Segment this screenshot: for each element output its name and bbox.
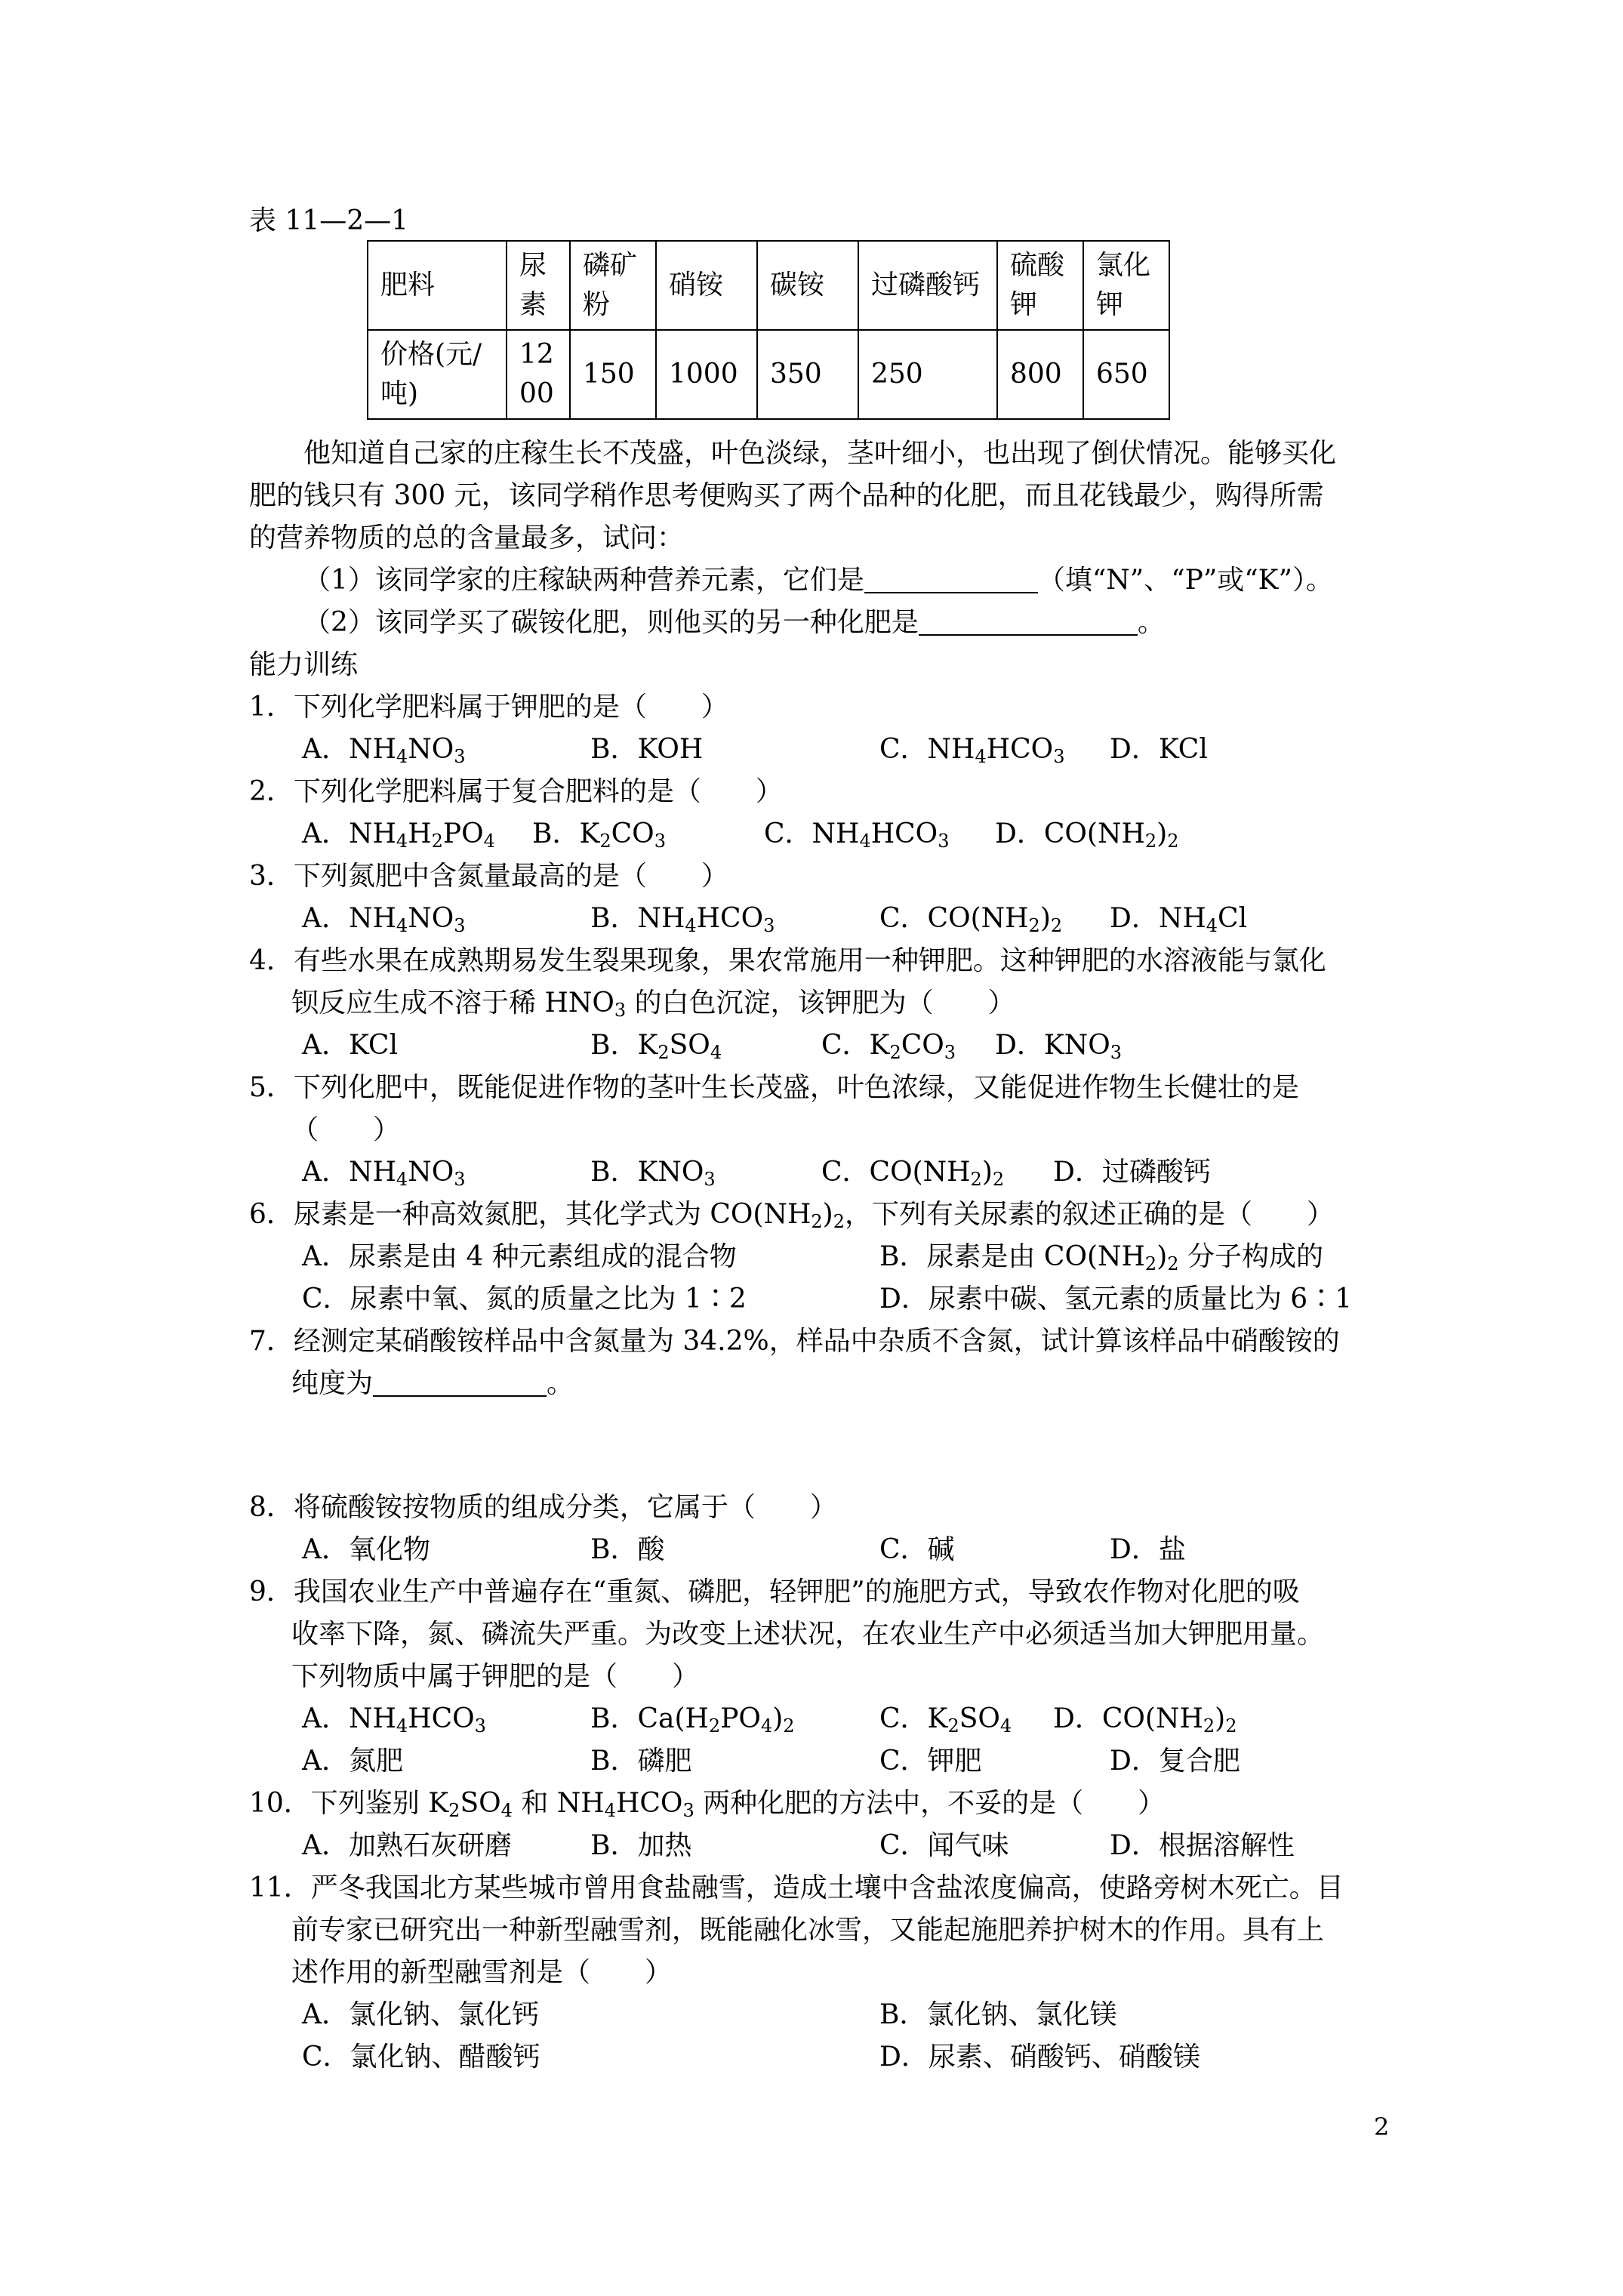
option: B．$K_2SO_4$	[590, 1030, 722, 1063]
option: A．KCl	[302, 1030, 398, 1061]
option: B．氯化钠、氯化镁	[879, 1999, 1117, 2030]
option: B．磷肥	[590, 1746, 692, 1777]
intro-line: 的营养物质的总的含量最多，试问：	[249, 522, 685, 553]
table-row	[368, 330, 1169, 419]
table-cell: 肥料	[368, 241, 507, 330]
option: B．KOH	[590, 734, 704, 765]
option: D．KCl	[1110, 734, 1208, 765]
intro-line: 他知道自己家的庄稼生长不茂盛，叶色淡绿，茎叶细小，也出现了倒伏情况。能够买化	[303, 438, 1337, 469]
sub-question-2: （2）该同学买了碳铵化肥，则他买的另一种化肥是 。	[303, 604, 1165, 642]
fertilizer-price-table	[367, 240, 1170, 420]
section-title: 能力训练	[249, 649, 359, 680]
option: A．$NH_4HCO_3$	[302, 1703, 486, 1737]
option: B．$K_2CO_3$	[532, 818, 666, 852]
question-9-line: 收率下降，氮、磷流失严重。为改变上述状况，在农业生产中必须适当加大钾肥用量。	[291, 1619, 1325, 1650]
question-6: 6．尿素是一种高效氮肥，其化学式为 $CO(NH_2)_2$，下列有关尿素的叙述正确的是（ ）	[249, 1199, 1334, 1232]
option: C．$CO(NH_2)_2$	[821, 1157, 1005, 1190]
question-5-line: （ ）	[291, 1114, 401, 1145]
table-cell: 150	[570, 330, 656, 419]
option: D．尿素、硝酸钙、硝酸镁	[879, 2042, 1200, 2073]
option: D．过磷酸钙	[1053, 1157, 1211, 1188]
option: C．钾肥	[879, 1746, 982, 1777]
table-cell: 价格(元/吨)	[368, 330, 507, 419]
option: C．碱	[879, 1534, 955, 1565]
table-cell: 1000	[656, 330, 757, 419]
option: C．$K_2SO_4$	[879, 1703, 1012, 1737]
table-cell: 250	[858, 330, 997, 419]
answer-blank[interactable]	[373, 1365, 547, 1397]
option: B．酸	[590, 1534, 665, 1565]
option: D．$NH_4Cl$	[1110, 903, 1248, 936]
table-cell: 硝铵	[656, 241, 757, 330]
option: C．尿素中氧、氮的质量之比为 1∶2	[302, 1284, 747, 1314]
option: C．$K_2CO_3$	[821, 1030, 956, 1063]
table-cell: 磷矿粉	[570, 241, 656, 330]
option: C．氯化钠、醋酸钙	[302, 2042, 540, 2073]
option: A．氧化物	[302, 1534, 430, 1565]
table-cell: 硫酸钾	[997, 241, 1083, 330]
question-11-line: 11．严冬我国北方某些城市曾用食盐融雪，造成土壤中含盐浓度偏高，使路旁树木死亡。目	[249, 1872, 1344, 1903]
option: C．闻气味	[879, 1830, 1009, 1861]
table-cell: 碳铵	[757, 241, 858, 330]
question-2: 2．下列化学肥料属于复合肥料的是（ ）	[249, 776, 783, 807]
table-cell: 尿素	[507, 241, 570, 330]
option: A．$NH_4NO_3$	[302, 734, 466, 767]
question-3: 3．下列氮肥中含氮量最高的是（ ）	[249, 861, 728, 892]
question-8: 8．将硫酸铵按物质的组成分类，它属于（ ）	[249, 1492, 837, 1523]
table-cell: 1200	[507, 330, 570, 419]
table-header-row	[368, 241, 1169, 330]
option: A．$NH_4NO_3$	[302, 903, 466, 936]
sub-question-1: （1）该同学家的庄稼缺两种营养元素，它们是 （填“N”、“P”或“K”）。	[303, 562, 1333, 599]
question-7-line: 7．经测定某硝酸铵样品中含氮量为 34.2%，样品中杂质不含氮，试计算该样品中硝酸铵的	[249, 1326, 1340, 1357]
question-9-line: 9．我国农业生产中普遍存在“重氮、磷肥，轻钾肥”的施肥方式，导致农作物对化肥的吸	[249, 1576, 1300, 1607]
answer-blank[interactable]	[864, 562, 1038, 593]
question-11-line: 述作用的新型融雪剂是（ ）	[291, 1957, 673, 1988]
option: A．氮肥	[302, 1746, 403, 1777]
table-cell: 650	[1083, 330, 1169, 419]
option: B．$KNO_3$	[590, 1157, 716, 1190]
option: B．尿素是由 $CO(NH_2)_2$ 分子构成的	[879, 1241, 1323, 1274]
answer-blank[interactable]	[919, 604, 1138, 636]
option: A．加熟石灰研磨	[302, 1830, 512, 1861]
option: A．氯化钠、氯化钙	[302, 1999, 539, 2030]
option: C．$NH_4HCO_3$	[879, 734, 1065, 767]
table-cell: 氯化钾	[1083, 241, 1169, 330]
option: C．$NH_4HCO_3$	[764, 818, 950, 852]
table-cell: 800	[997, 330, 1083, 419]
option: D．$KNO_3$	[995, 1030, 1123, 1063]
table-cell: 350	[757, 330, 858, 419]
table-caption: 表 11—2—1	[249, 205, 409, 236]
intro-line: 肥的钱只有 300 元，该同学稍作思考便购买了两个品种的化肥，而且花钱最少，购得所需	[249, 480, 1324, 511]
option: A．$NH_4NO_3$	[302, 1157, 466, 1190]
option: D．$CO(NH_2)_2$	[995, 818, 1179, 852]
option: C．$CO(NH_2)_2$	[879, 903, 1063, 936]
question-5-line: 5．下列化肥中，既能促进作物的茎叶生长茂盛，叶色浓绿，又能促进作物生长健壮的是	[249, 1072, 1299, 1103]
option: A．$NH_4H_2PO_4$	[302, 818, 495, 852]
option: D．尿素中碳、氢元素的质量比为 6∶1	[879, 1284, 1353, 1314]
option: B．$Ca(H_2PO_4)_2$	[590, 1703, 795, 1737]
question-11-line: 前专家已研究出一种新型融雪剂，既能融化冰雪，又能起施肥养护树木的作用。具有上	[291, 1915, 1325, 1946]
question-10: 10．下列鉴别 $K_2SO_4$ 和 $NH_4HCO_3$ 两种化肥的方法中，不妥的是（ ）	[249, 1788, 1166, 1821]
table-cell: 过磷酸钙	[858, 241, 997, 330]
question-1: 1．下列化学肥料属于钾肥的是（ ）	[249, 692, 728, 723]
option: A．尿素是由 4 种元素组成的混合物	[302, 1241, 737, 1272]
question-4-line: 钡反应生成不溶于稀 $HNO_3$ 的白色沉淀，该钾肥为（ ）	[291, 988, 1015, 1021]
option: B．$NH_4HCO_3$	[590, 903, 775, 936]
option: D．盐	[1110, 1534, 1186, 1565]
question-4-line: 4．有些水果在成熟期易发生裂果现象，果农常施用一种钾肥。这种钾肥的水溶液能与氯化	[249, 945, 1326, 976]
question-9-line: 下列物质中属于钾肥的是（ ）	[291, 1661, 700, 1692]
option: B．加热	[590, 1830, 692, 1861]
option: D．复合肥	[1110, 1746, 1240, 1777]
page-number: 2	[1374, 2113, 1390, 2141]
option: D．$CO(NH_2)_2$	[1053, 1703, 1237, 1737]
question-7-line: 纯度为 。	[291, 1365, 574, 1403]
option: D．根据溶解性	[1110, 1830, 1295, 1861]
